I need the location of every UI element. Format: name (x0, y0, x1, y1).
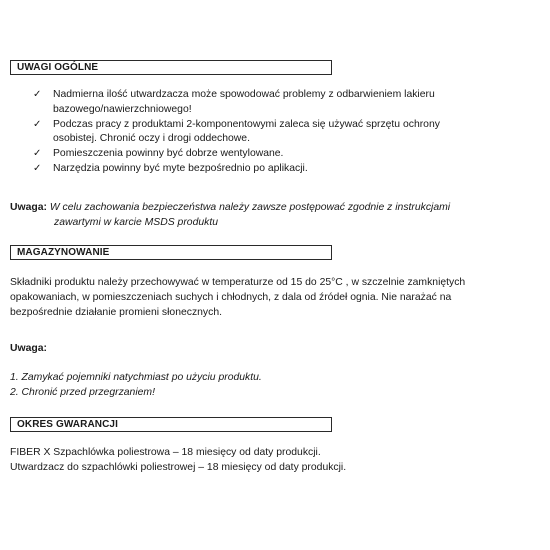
storage-notes (10, 371, 530, 401)
list-item (33, 162, 513, 177)
storage-note-label: Uwaga: (10, 343, 47, 354)
list-item-line: Pomieszczenia powinny być dobrze wentylowane. (53, 148, 284, 160)
check-mark-icon: ✓ (33, 118, 42, 130)
list-item-line: bazowego/nawierzchniowego! (53, 103, 192, 115)
warranty-paragraph (10, 446, 530, 476)
check-mark-icon: ✓ (33, 162, 42, 174)
section-heading-general: UWAGI OGÓLNE (10, 60, 332, 75)
note-text: W celu zachowania bezpieczeństwa należy zawsze postępować zgodnie z instrukcjami (49, 202, 451, 213)
list-item-line: Narzędzia powinny być myte bezpośrednio po aplikacji. (53, 162, 308, 174)
note-item: 1. Zamykać pojemniki natychmiast po użyciu produktu. (10, 372, 262, 383)
check-mark-icon: ✓ (33, 89, 42, 100)
paragraph-line: Utwardzacz do szpachlówki poliestrowej – 18 miesięcy od daty produkcji. (10, 461, 347, 473)
list-item (33, 147, 513, 162)
paragraph-line: Składniki produktu należy przechowywać w temperaturze od 15 do 25°C , w szczelnie zamkniętych (10, 277, 466, 288)
section-heading-warranty: OKRES GWARANCJI (10, 417, 332, 432)
paragraph-line: opakowaniach, w pomieszczeniach suchych i chłodnych, z dala od źródeł ognia. Nie narażać na (10, 291, 452, 303)
note-label: Uwaga: (10, 202, 47, 213)
paragraph-line: FIBER X Szpachlówka poliestrowa – 18 miesięcy od daty produkcji. (10, 447, 321, 458)
note-text: zawartymi w karcie MSDS produktu (54, 216, 218, 228)
list-item-line: osobistej. Chronić oczy i drogi oddechowe. (53, 133, 250, 145)
note-item: 2. Chronić przed przegrzaniem! (10, 386, 155, 398)
general-note (10, 201, 530, 231)
paragraph-line: bezpośrednie działanie promieni słonecznych. (10, 306, 222, 318)
storage-paragraph (10, 276, 530, 320)
general-checklist (33, 88, 513, 177)
list-item-line: Podczas pracy z produktami 2-komponentowymi zaleca się używać sprzętu ochrony (53, 118, 440, 130)
list-item-line: Nadmierna ilość utwardzacza może spowodować problemy z odbarwieniem lakieru (53, 89, 435, 100)
list-item (33, 88, 513, 118)
section-heading-storage: MAGAZYNOWANIE (10, 245, 332, 260)
list-item (33, 118, 513, 148)
check-mark-icon: ✓ (33, 148, 42, 160)
